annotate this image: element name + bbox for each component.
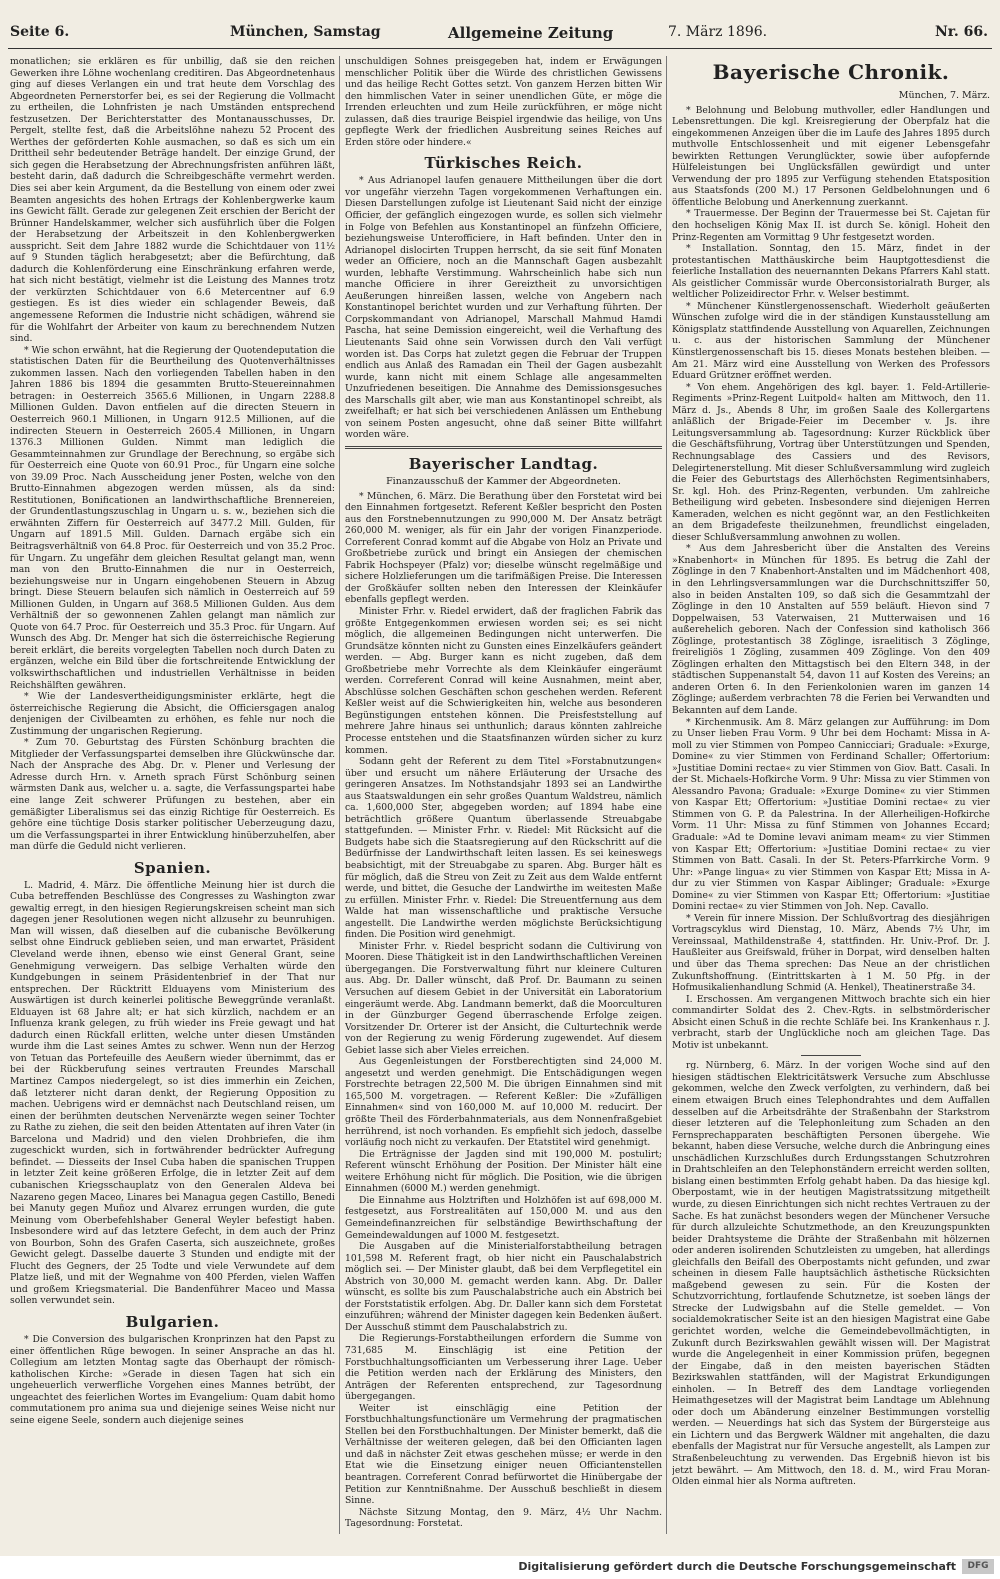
place-day: München, Samstag (230, 24, 381, 40)
section-heading: Bayerischer Landtag. (408, 454, 599, 473)
paragraph: Aus Gegenleistungen der Forstberechtigten sind 24,000 M. angesetzt und werden genehmigt. Die Entschädigungen wegen Forstrechte betragen 22,500 M. Die übrigen Einnahmen sind mit 165,500 M. vorgetragen. — Referent Keßler: Die »Zufälligen Einnahmen« sind von 160,000 M. auf 10,000 M. reducirt. Der größte Theil des Förderbahnmaterials, aus dem Nonnenfraßgebiet herrührend, ist noch vorhanden. Es empfiehlt sich jedoch, dasselbe vorläufig noch nicht zu verkaufen. Der Etatstitel wird genehmigt. (345, 1056, 662, 1149)
column-3 (672, 56, 990, 1536)
masthead (8, 22, 992, 49)
page-number: Seite 6. (10, 24, 70, 40)
paragraph: * Trauermesse. Der Beginn der Trauermesse bei St. Cajetan für den hochseligen König Max II. ist durch Se. königl. Hoheit den Prinz-Regenten am Vormittag 9 Uhr festgesetzt worden. (672, 208, 990, 243)
issue-number: Nr. 66. (935, 24, 988, 40)
column-divider (666, 56, 667, 1534)
paragraph: Minister Frhr. v. Riedel erwidert, daß der fraglichen Fabrik das größte Entgegenkommen erwiesen worden sei; es sei nicht möglich, die allgemeinen Bedingungen nicht unterwerfen. Die Grundsätze könnten nicht zu Gunsten eines Einzelkäufers geändert werden. — Abg. Burger kann es nicht zugeben, daß dem Großbetriebe mehr Vorrechte als dem Kleinkäufer eingeräumt werden. Correferent Conrad will keine Ausnahmen, meint aber, Abschlüsse solchen Geschäften schon geschehen werden. Referent Keßler weist auf die Schwierigkeiten hin, welche aus besonderen Begünstigungen entstehen können. Die Preisfeststellung auf mehrere Jahre hinaus sei unthunlich; daraus könnten zahlreiche Processe entstehen und die Staatsfinanzen würden sicher zu kurz kommen. (345, 605, 662, 756)
column-1 (10, 56, 335, 1536)
paragraph: * Kirchenmusik. Am 8. März gelangen zur Aufführung: im Dom zu Unser lieben Frau Vorm. 9 Uhr bei dem Hochamt: Missa in A-moll zu vier Stimmen von Pompeo Cannicciari; Graduale: »Exurge, Domine« zu vier Stimmen von Ferdinand Schaller; Offertorium: »Justitiae Domini rectae« zu vier Stimmen von Giov. Batt. Casali. In der St. Michaels-Hofkirche Vorm. 9 Uhr: Missa zu vier Stimmen von Alessandro Pavona; Graduale: »Exurge Domine« zu vier Stimmen von Kaspar Ett; Offertorium: »Justitiae Domini rectae« zu vier Stimmen von G. P. da Palestrina. In der Allerheiligen-Hofkirche Vorm. 11 Uhr: Missa zu fünf Stimmen von Johannes Eccard; Graduale: »Ad te Domine levavi animam meam« zu vier Stimmen von Kaspar Ett; Offertorium: »Justitiae Domini rectae« zu vier Stimmen von Batt. Casali. In der St. Peters-Pfarrkirche Vorm. 9 Uhr: »Pange lingua« zu vier Stimmen von Kaspar Ett; Missa in A-dur zu vier Stimmen von Kaspar Aiblinger; Graduale: »Exurge Domine« zu vier Stimmen von Kaspar Ett; Offertorium: »Justitiae Domini rectae« zu vier Stimmen von Joh. Nep. Cavallo. (672, 716, 990, 913)
paragraph: L. Madrid, 4. März. Die öffentliche Meinung hier ist durch die Cuba betreffenden Beschlüsse des Congresses zu Washington zwar gewaltig erregt, in den hiesigen Regierungskreisen scheint man sich dagegen jener Resolutionen wegen nicht allzusehr zu beunruhigen. Man will wissen, daß dieselben auf die cubanische Bevölkerung selbst ohne Eindruck geblieben seien, und man erwartet, Präsident Cleveland werde ihnen, ebenso wie einst General Grant, seine Genehmigung verweigern. Das selbige Verhalten würde den Kundgebungen in seinem Präsidentenbrief in der That nur entsprechen. Der Rücktritt Elduayens vom Ministerium des Auswärtigen ist durch keinerlei politische Beweggründe veranlaßt. Elduayen ist 68 Jahre alt; er hat sich kürzlich, nachdem er an Influenza krank gelegen, zu früh wieder ins Freie gewagt und hat dadurch einen Rückfall erlitten, welche unter diesen Umständen wurde ihm die Last seines Amtes zu schwer. Wenn nun der Herzog von Tetuan das Portefeuille des Aeußern wieder übernimmt, das er bei der Rückberufung seines vertrauten Freundes Marschall Martinez Campos niedergelegt, so ist dies immerhin ein Zeichen, daß letzterer nicht daran denkt, der Regierung Opposition zu machen. Uebrigens wird er demnächst nach Deutschland reisen, um einen der berühmten deutschen Nervenärzte wegen seiner Tochter zu Rathe zu ziehen, die seit den beiden Attentaten auf ihren Vater (in Barcelona und Madrid) und den vielen Drohbriefen, die ihm zugeschickt wurden, sich in fortwährender bedrückter Aufregung befindet. — Diesseits der Insel Cuba haben die spanischen Truppen in letzter Zeit keine größeren Erfolge, die in letzter Zeit auf dem cubanischen Kriegsschauplatz von den Generalen Aldeva bei Nazareno gegen Maceo, Linares bei Managua gegen Castillo, Benedi bei Manuty gegen Muñoz und Alvarez errungen wurden, die gute Meinung vom Oberbefehlshaber General Weyler befestigt haben. Insbesondere wird auf das letztere Gefecht, in dem auch der Prinz von Bourbon, Sohn des Grafen Caserta, sich auszeichnete, großes Gewicht gelegt. Dasselbe dauerte 3 Stunden und endigte mit der Flucht des Gegners, der 25 Todte und viele Verwundete auf dem Platze ließ, und mit der Wegnahme von 400 Pferden, vielen Waffen und großem Kriegsmaterial. Die Bandenführer Maceo und Massa sollen verwundet sein. (10, 879, 335, 1307)
column-2 (345, 56, 662, 1536)
paragraph: * Aus Adrianopel laufen genauere Mittheilungen über die dort vor ungefähr vierzehn Tagen vorgekommenen Verhaftungen ein. Diesen Darstellungen zufolge ist Lieutenant Said nicht der einzige Officier, der gefänglich eingezogen wurde, es sollen sich vielmehr in Folge von Befehlen aus Konstantinopel an fünfzehn Officiere, beziehungsweise Unterofficiere, in Haft befinden. Unter den in Adrianopel dislocirten Truppen herrscht, da sie seit fünf Monaten weder an Officiere, noch an die Mannschaft Gagen ausbezahlt wurden, lebhafte Verstimmung. Wahrscheinlich habe sich nun manche Officiere in ihrer Gereiztheit zu unvorsichtigen Aeußerungen hinreißen lassen, welche von Angebern nach Konstantinopel berichtet wurden und zur Verhaftung führten. Der Corpskommandant von Adrianopel, Marschall Mahmud Hamdi Pascha, hat seine Demission eingereicht, weil die Verhaftung des Lieutenants Said ohne sein Vorwissen durch den Vali verfügt worden ist. Das Corps hat zuletzt gegen die Februar der Truppen endlich aus Anlaß des Ramadan ein Theil der Gagen ausbezahlt wurde, kann nicht mit einem Schlage alle angesammelten Unzufriedenen beseitigen. Die Annahme des Demissionsgesuches des Marschalls gilt aber, wie man aus Konstantinopel schreibt, als zweifelhaft; er hat sich bei verschiedenen Anlässen um Enthebung von seinem Posten angesucht, ohne daß seiner Bitte willfahrt worden wäre. (345, 175, 662, 441)
paragraph: * Wie der Landesvertheidigungsminister erklärte, hegt die österreichische Regierung die Absicht, die Officiersgagen analog denjenigen der Civilbeamten zu erhöhen, es fehle nur noch die Zustimmung der ungarischen Regierung. (10, 691, 335, 737)
paragraph: * Verein für innere Mission. Der Schlußvortrag des diesjährigen Vortragscyklus wird Dienstag, 10. März, Abends 7½ Uhr, im Vereinssaal, Mathildenstraße 4, stattfinden. Hr. Univ.-Prof. Dr. J. Haußleiter aus Greifswald, früher in Dorpat, wird denselben halten und über das Thema sprechen: Das Neue an der christlichen Zukunftshoffnung. (Eintrittskarten à 1 M. 50 Pfg. in der Hofmusikalienhandlung Schmid (A. Henkel), Theatinerstraße 34. (672, 912, 990, 994)
paragraph: unschuldigen Sohnes preisgegeben hat, indem er Erwägungen menschlicher Politik über die Würde des christlichen Gewissens und das heilige Recht Gottes setzt. Von ganzem Herzen bitten Wir den himmlischen Vater in seiner unendlichen Güte, er möge die Irrenden erleuchten und zum Heile zurückführen, er möge nicht zulassen, daß dies traurige Beispiel irgendwie das heilige, von Uns gepflegte Werk der friedlichen Ausbreitung seines Reiches auf Erden störe oder hindere.« (345, 56, 662, 148)
paragraph: Nächste Sitzung Montag, den 9. März, 4½ Uhr Nachm. Tagesordnung: Forstetat. (345, 1506, 662, 1530)
newspaper-title: Allgemeine Zeitung (448, 24, 614, 42)
paragraph: Weiter ist einschlägig eine Petition der Forstbuchhaltungsfunctionäre um Vermehrung der pragmatischen Stellen bei den Forstbuchhaltungen. Der Minister bemerkt, daß die Verhältnisse der weiteren gelegen, daß bei den Officianten lagen und daß in nächster Zeit etwas geschehen müsse; er werde in den Etat wie die Einsetzung einiger neuen Officiantenstellen beantragen. Correferent Conrad befürwortet die Hinübergabe der Petition zur Kenntnißnahme. Der Ausschuß beschließt in diesem Sinne. (345, 1402, 662, 1507)
issue-date: 7. März 1896. (668, 24, 768, 40)
paragraph: * Von ehem. Angehörigen des kgl. bayer. 1. Feld-Artillerie-Regiments »Prinz-Regent Luitpold« halten am Mittwoch, den 11. März d. Js., Abends 8 Uhr, im großen Saale des Kollergartens anläßlich der Brigade-Feier im December v. Js. ihre Leitungsversammlung ab. Tagesordnung: Kurzer Rückblick über die Geschäftsführung, Vortrag über Unterstützungen und Spenden, Rechnungsablage des Cassiers und des Revisors, Delegirtenerstellung. Mit dieser Schlußversammlung wird zugleich die Feier des Geburtstags des Allerhöchsten Regimentsinhabers, Sr. kgl. Hoh. des Prinz-Regenten, verbunden. Um zahlreiche Betheiligung wird gebeten. Insbesondere sind diejenigen Herren Kameraden, welchen es nicht gegönnt war, an den Festlichkeiten an dem Brigadefeste theilzunehmen, freundlichst eingeladen, dieser Schlußversammlung anwohnen zu wollen. (672, 381, 990, 543)
paragraph: Die Ausgaben auf die Ministerialforstabtheilung betragen 101,598 M. Referent fragt, ob hier nicht ein Pauschalabstrich möglich sei. — Der Minister glaubt, daß bei dem Verpflegetitel ein Abstrich von 30,000 M. gemacht werden kann. Abg. Dr. Daller wünscht, es sollte bis zum Pauschalabstriche auch ein Abstrich bei der Forststatistik erfolgen. Abg. Dr. Daller kann sich dem Forstetat einzuführen; während der Minister dagegen kein Bedenken äußert. Der Ausschuß stimmt dem Pauschalabstrich zu. (345, 1241, 662, 1333)
paragraph: monatlichen; sie erklären es für unbillig, daß sie den reichen Gewerken ihre Löhne wochenlang creditiren. Das Abgeordnetenhaus ging auf dieses Verlangen ein und trat heute dem Vorschlag des Abgeordneten Pernerstorfer bei, es sei der Regierung die Vollmacht zu ertheilen, die Lohnfristen je nach Umständen entsprechend festzusetzen. Der Berichterstatter des Montanausschusses, Dr. Pergelt, stellte fest, daß die Arbeitslöhne nahezu 52 Procent des Werthes der geförderten Kohle ausmachen, so daß es sich um ein Drittheil sehr bedeutender Beträge handelt. Der einzige Grund, der sich gegen die Herabsetzung der Abrechnungsfristen anführen läßt, besteht darin, daß dadurch die Schreibgeschäfte vermehrt werden. Dies sei aber kein Argument, da die Bestellung von einem oder zwei Beamten angesichts des hohen Ertrags der Kohlenbergwerke kaum ins Gewicht fällt. Gerade zur gelegenen Zeit erschien der Bericht der Brünner Handelskammer, welcher sich ausführlich über die Folgen der Herabsetzung der Arbeitszeit in den Kohlenbergwerken ausspricht. Seit dem Jahre 1882 wurde die Schichtdauer von 11½ auf 9 Stunden täglich herabgesetzt; aber die Befürchtung, daß dadurch die Kohlenförderung eine Einschränkung erfahren werde, hat sich nicht bestätigt, vielmehr ist die Leistung des Mannes trotz der verkürzten Schichtdauer von 6.6 Metercentner auf 6.9 gestiegen. Es ist dies wieder ein schlagender Beweis, daß angemessene Reformen die Industrie nicht schädigen, während sie für die Wohlfahrt der Arbeiter von kaum zu berechnendem Nutzen sind. (10, 56, 335, 345)
paragraph: * Aus dem Jahresbericht über die Anstalten des Vereins »Knabenhort« in München für 1895. Es betrug die Zahl der Zöglinge in den 7 Knabenhort-Anstalten und im Mädchenhort 408, in den Lehrlingsversammlungen war die Durchschnittsziffer 50, also in beiden Anstalten 109, so daß sich die Gesammtzahl der Zöglinge in den 10 Anstalten auf 559 beläuft. Hievon sind 7 Doppelwaisen, 53 Vaterwaisen, 21 Mutterwaisen und 16 außerehelich geboren. Nach der Confession sind katholisch 366 Zöglinge, protestantisch 38 Zöglinge, israelitisch 3 Zöglinge, freireligiös 1 Zögling, zusammen 409 Zöglinge. Von den 409 Zöglingen erhalten den Mittagstisch bei den Eltern 348, in der städtischen Suppenanstalt 54, davon 11 auf Kosten des Vereins; an anderen Orten 6. In den Ferienkolonien waren im ganzen 14 Zöglinge; außerdem verbrachten 78 die Ferien bei Verwandten und Bekannten auf dem Lande. (672, 543, 990, 716)
paragraph: Die Erträgnisse der Jagden sind mit 190,000 M. postulirt; Referent wünscht Erhöhung der Position. Der Minister hält eine weitere Erhöhung nicht für möglich. Die Position, wie die übrigen Einnahmen (6000 M.) werden genehmigt. (345, 1148, 662, 1195)
paragraph: * Belohnung und Belobung muthvoller, edler Handlungen und Lebensrettungen. Die kgl. Kreisregierung der Oberpfalz hat die eingekommenen Anzeigen über die im Laufe des Jahres 1895 durch muthvolle Entschlossenheit und mit eigener Lebensgefahr bewirkten Rettungen Verunglückter, sowie über aufopfernde Hülfeleistungen bei Unglücksfällen gewürdigt und unter Verwendung der pro 1895 zur Verfügung stehenden Etatsposition aus Staatsfonds (200 M.) 17 Personen Geldbelohnungen und 6 öffentliche Belobung und Anerkennung zuerkannt. (672, 104, 990, 208)
column-divider (339, 56, 340, 1534)
paragraph: * Installation. Sonntag, den 15. März, findet in der protestantischen Matthäuskirche beim Hauptgottesdienst die feierliche Installation des neuernannten Dekans Pfarrers Kahl statt. Als geistlicher Commissär wurde Oberconsistorialrath Burger, als weltlicher Polizeidirector Frhr. v. Welser bestimmt. (672, 243, 990, 301)
dfg-logo: DFG (962, 1559, 994, 1574)
paragraph: * Die Conversion des bulgarischen Kronprinzen hat den Papst zu einer öffentlichen Rüge bewogen. In seiner Ansprache an das hl. Collegium am letzten Montag sagte das Oberhaupt der römisch-katholischen Kirche: »Gerade in diesen Tagen hat sich ein ungeheuerlich verwerfliche Vorgehen eines Mannes betrübt, der ungeachtet des feierlichen Wortes im Evangelium: Quam dabit homo commutationem pro anima sua und diejenige seines Weise nicht nur seine eigene Seele, sondern auch diejenige seines (10, 1333, 335, 1426)
paragraph: Sodann geht der Referent zu dem Titel »Forstabnutzungen« über und ersucht um nähere Erläuterung der Ursache des geringeren Ansatzes. Im Nothstandsjahr 1893 sei an Landwirthe aus Staatswaldungen ein sehr großes Quantum Waldstreu, nämlich ca. 1,600,000 Ster, abgegeben worden; auf 1894 habe eine beträchtlich größere Quantum überlassende Streuabgabe stattgefunden. — Minister Frhr. v. Riedel: Mit Rücksicht auf die Budgets habe sich die Staatsregierung auf den Rückschritt auf die Bedürfnisse der Landwirthschaft leiten lassen. Es sei keineswegs beabsichtigt, mit der Streuabgabe zu sparen. Abg. Burger hält es für möglich, daß die Streu von Zeit zu Zeit aus dem Walde entfernt werde, und bittet, die Gesuche der Landwirthe im weitesten Maße zu erfüllen. Minister Frhr. v. Riedel: Die Streuentfernung aus dem Walde hat man wissenschaftliche und praktische Versuche angestellt. Die Landwirthe werden möglichste Berücksichtigung finden. Die Position wird genehmigt. (345, 756, 662, 941)
paragraph: * Wie schon erwähnt, hat die Regierung der Quotendeputation die statistischen Daten für die Beurtheilung des Quotenverhältnisses zukommen lassen. Nach den vorliegenden Tabellen haben in den Jahren 1886 bis 1894 die gesammten Brutto-Steuereinnahmen betragen: in Oesterreich 3565.6 Millionen, in Ungarn 2288.8 Millionen Gulden. Davon entfielen auf die directen Steuern in Oesterreich 960.1 Millionen, in Ungarn 912.5 Millionen, auf die indirecten Steuern in Oesterreich 2605.4 Millionen, in Ungarn 1376.3 Millionen Gulden. Nimmt man lediglich die Gesammteinnahmen zur Grundlage der Berechnung, so ergäbe sich für Oesterreich eine Quote von 60.91 Proc., für Ungarn eine solche von 39.09 Proc. Nach Ausscheidung jener Posten, welche von den Brutto-Einnahmen abgezogen werden müssen, als da sind: Restitutionen, Bonificationen an landwirthschaftliche Brennereien, der Grundentlastungszuschlag in Ungarn u. s. w., beziehen sich die erwähnten Ziffern für Oesterreich auf 3477.2 Mill. Gulden, für Ungarn auf 1891.5 Mill. Gulden. Darnach ergäbe sich ein Beitragsverhältniß von 64.8 Proc. für Oesterreich und von 35.2 Proc. für Ungarn. Zu ungefähr dem gleichen Resultat gelangt man, wenn man von den Brutto-Einnahmen die nur in Oesterreich, beziehungsweise nur in Ungarn eingehobenen Steuern in Abzug bringt. Diese Steuern belaufen sich nämlich in Oesterreich auf 59 Millionen Gulden, in Ungarn auf 368.5 Millionen Gulden. Aus dem Verhältniß der so gewonnenen Zahlen gelangt man nämlich zur Quote von 64.7 Proc. für Oesterreich und 35.3 Proc. für Ungarn. Auf Wunsch des Abg. Dr. Menger hat sich die österreichische Regierung bereit erklärt, die bereits vorgelegten Tabellen noch durch Daten zu ergänzen, welche ein Bild über die fortschreitende Entwicklung der volkswirthschaftlichen und industriellen Verhältnisse in beiden Reichshälften gewähren. (10, 344, 335, 691)
paragraph: * München, 6. März. Die Berathung über den Forstetat wird bei den Einnahmen fortgesetzt. Referent Keßler bespricht den Posten aus den Forstnebennutzungen zu 990,000 M. Der Ansatz beträgt 260,000 M. weniger, als für ein Jahr der vorigen Finanzperiode. Correferent Conrad kommt auf die Abgabe von Holz an Private und Großbetriebe zurück und bringt ein Ansiegen der chemischen Fabrik Hochspeyer (Pfalz) vor; dieselbe wünscht regelmäßige und sichere Holzlieferungen um die tarifmäßigen Preise. Die Interessen der Großkäufer sollten neben den Interessen der Kleinkäufer ebenfalls gepflegt werden. (345, 490, 662, 606)
section-heading: Türkisches Reich. (424, 154, 583, 173)
section-divider (345, 446, 662, 449)
dateline: München, 7. März. (898, 90, 990, 101)
section-heading: Spanien. (133, 858, 212, 877)
paragraph: I. Erschossen. Am vergangenen Mittwoch brachte sich ein hier commandirter Soldat des 2. Chev.-Rgts. in selbstmörderischer Absicht einen Schuß in die rechte Schläfe bei. Ins Krankenhaus r. J. verbracht, starb der Unglückliche noch am gleichen Tage. Das Motiv ist unbekannt. (672, 993, 990, 1051)
paragraph: Die Einnahme aus Holztriften und Holzhöfen ist auf 698,000 M. festgesetzt, aus Forstrealitäten auf 150,000 M. und aus den Gemeindefinanzreichen für selbständige Bewirthschaftung der Gemeindewaldungen auf 1000 M. festgesetzt. (345, 1194, 662, 1241)
paragraph: Die Regierungs-Forstabtheilungen erfordern die Summe von 731,685 M. Einschlägig ist eine Petition der Forstbuchhaltungsofficianten um Verbesserung ihrer Lage. Ueber die Petition werden nach der Erklärung des Ministers, den Anträgen der Referenten entsprechend, zur Tagesordnung übergegangen. (345, 1333, 662, 1403)
section-heading: Bayerische Chronik. (712, 60, 950, 84)
paragraph: rg. Nürnberg, 6. März. In der vorigen Woche sind auf den hiesigen städtischen Elektricitätswerk Versuche zum Abschlusse gekommen, welche den Zweck verfolgten, zu verhindern, daß bei einem etwaigen Bruch eines Telephondrahtes und dem Auffallen desselben auf die Arbeitsdrähte der Straßenbahn der Starkstrom dieser letzteren auf die Telephonleitung zum Schaden an den Fernsprechapparaten beschäftigten Personen übergehe. Wie bekannt, haben diese Versuche, welche durch die Anbringung eines unschädlichen Kurzschlußes durch Erdungsstangen Schutzrohren in Drahtschleifen an den Telephonständern erreicht werden sollten, bislang einen bestimmten Erfolg gehabt haben. Da das hiesige kgl. Oberpostamt, wie in der heutigen Magistratssitzung mitgetheilt wurde, zu diesen Einrichtungen sich nicht rechtes Vertrauen zu der Sache. Es hat zunächst besonders wegen der Münchener Versuche für durch allzuleichte Schutzmethode, an den Kreuzungspunkten beider Drahtsysteme die Drähte der Straßenbahn mit hölzernen oder anderen isolirenden Schutzleisten zu umgeben, hat allerdings gleichfalls den Beifall des Oberpostamts nicht gefunden, und zwar scheinen in diesem Falle hauptsächlich ästhetische Rücksichten maßgebend gewesen zu sein. Für die Kosten der Schutzvorrichtung, fortlaufende Schutznetze, ist soeben längs der Strecke der Ludwigsbahn auf die Stelle gemeldet. — Von socialdemokratischer Seite ist an den hiesigen Magistrat eine Gabe gerichtet worden, welche die Gemeindebevollmächtigten, in Zukunft durch Bezirkswahlen gewählt wissen will. Der Magistrat wurde die Angelegenheit in einer Kommission prüfen, begegnen der Eingabe, daß in den meisten bayerischen Städten Bezirkswahlen stattfänden, will der Magistrat Erkundigungen einholen. — In Betreff des dem Landtage vorliegenden Heimathgesetzes will der Magistrat beim Landtage um Ablehnung oder doch um Abänderung einzelner Bestimmungen vorstellig werden. — Neuerdings hat sich das System der Bürgersteige aus ein Lichtern und das Bergwerk Wäldner mit angehalten, die dazu ebenfalls der Magistrat nur für Versuche angestellt, als Lampen zur Straßenbeleuchtung zu verwenden. Das Ergebniß hievon ist bis jetzt bewährt. — Am Mittwoch, den 18. d. M., wird Frau Moran-Olden einmal hier als Norma auftreten. (672, 1060, 990, 1488)
paragraph: * Münchener Künstlergenossenschaft. Wiederholt geäußerten Wünschen zufolge wird die in der ständigen Kunstausstellung am Königsplatz stattfindende Ausstellung von Aquarellen, Zeichnungen u. c. aus der historischen Sammlung der Münchener Künstlergenossenschaft bis 15. dieses Monats bestehen bleiben. — Am 21. März wird eine Ausstellung von Werken des Professors Eduard Grützner eröffnet werden. (672, 300, 990, 382)
section-heading: Bulgarien. (125, 1312, 220, 1331)
paragraph: * Zum 70. Geburtstag des Fürsten Schönburg brachten die Mitglieder der Verfassungspartei demselben ihre Glückwünsche dar. Nach der Ansprache des Abg. Dr. v. Plener und Verlesung der Adresse durch Hrn. v. Arneth sprach Fürst Schönburg seinen wärmsten Dank aus, welcher u. a. sagte, die Verfassungspartei habe eine lange Zeit schwerer Prüfungen zu bestehen, aber ein gemäßigter Liberalismus sei das einzig Richtige für Oesterreich. Es gehöre eine tüchtige Dosis starker politischer Ueberzeugung dazu, um die Verfassungspartei in ihrer Entwicklung hinüberzuhelfen, aber man dürfe die Geduld nicht verlieren. (10, 737, 335, 853)
section-subheading: Finanzausschuß der Kammer der Abgeordneten. (386, 475, 621, 487)
paragraph: Minister Frhr. v. Riedel bespricht sodann die Cultivirung von Mooren. Diese Thätigkeit ist in den Landwirthschaftlichen Vereinen übergegangen. Die Forstverwaltung führt nur kleinere Culturen aus. Abg. Dr. Daller wünscht, daß Prof. Dr. Baumann zu seinen Versuchen auf diesem Gebiet in der Universität ein Laboratorium eingeräumt werde. Abg. Landmann bemerkt, daß die Moorculturen in der Günzburger Gegend überraschende Erfolge zeigen. Vorsitzender Dr. Orterer ist der Ansicht, die Culturtechnik werde von der Regierung zu wenig Förderung zugewendet. Auf diesem Gebiet lasse sich aber Vieles erreichen. (345, 940, 662, 1056)
article-divider (801, 1055, 861, 1056)
footer-bar (0, 1556, 1000, 1579)
funding-note: Digitalisierung gefördert durch die Deutsche Forschungsgemeinschaft (518, 1560, 956, 1573)
